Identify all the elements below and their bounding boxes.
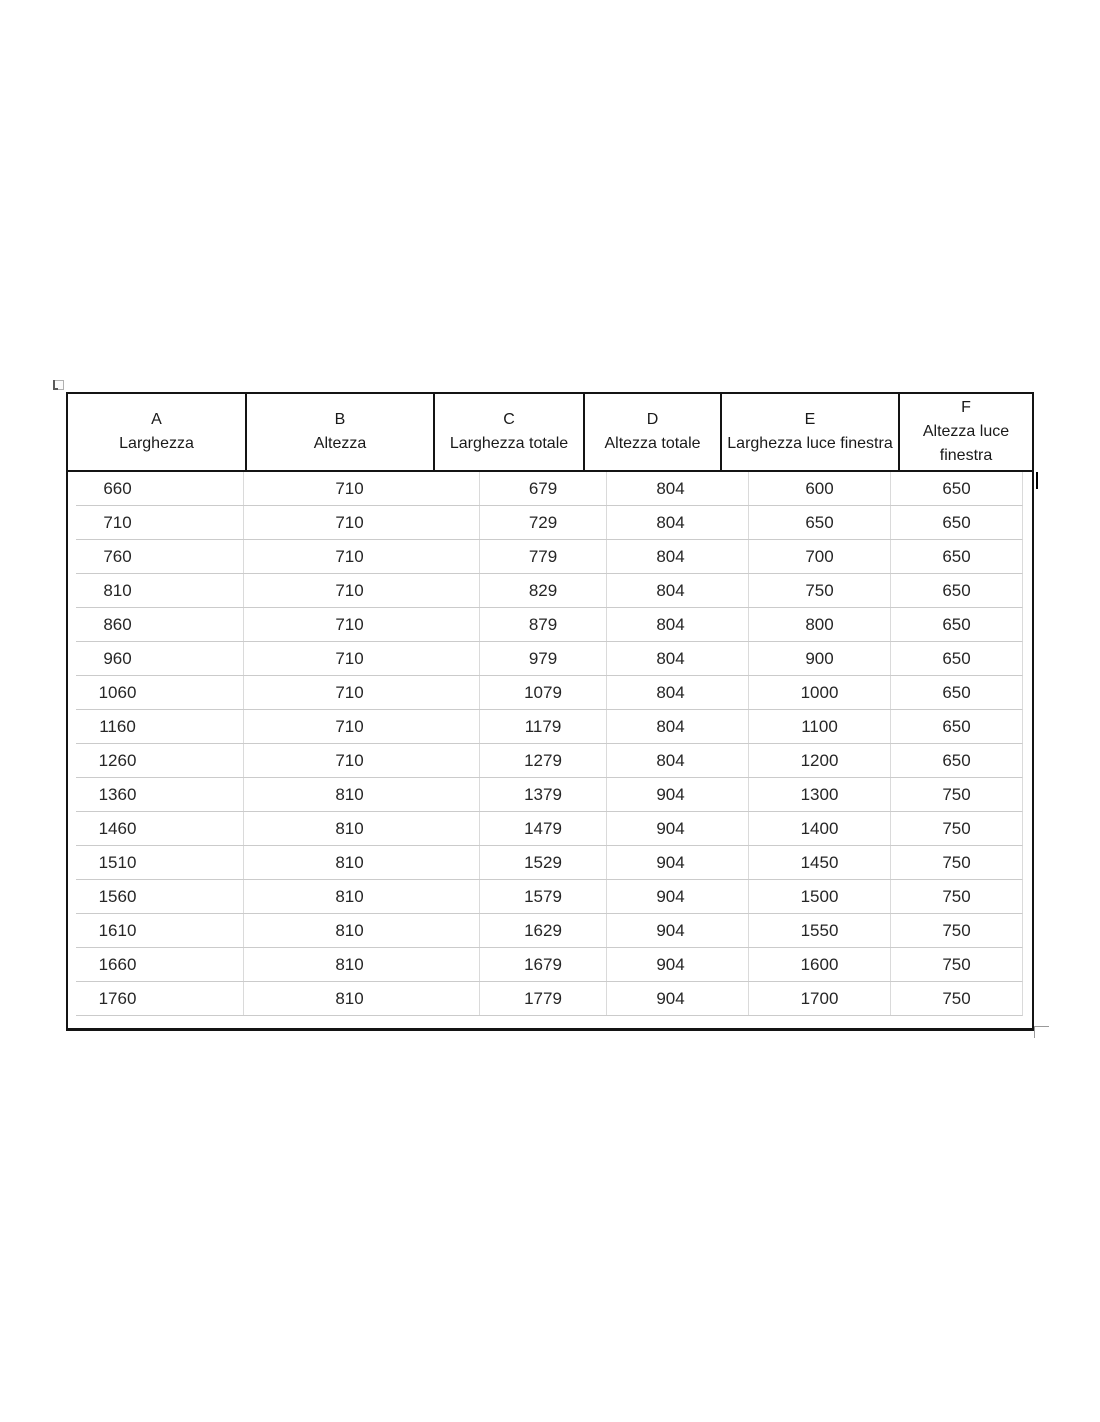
table-cell: 804 xyxy=(606,710,748,743)
table-cell: 1479 xyxy=(479,812,606,845)
header-cell-f xyxy=(898,394,1032,470)
table-row xyxy=(76,880,1023,914)
table-cell: 804 xyxy=(606,642,748,675)
table-cell: 904 xyxy=(606,778,748,811)
table-body xyxy=(76,472,1023,1028)
table-cell: 1279 xyxy=(479,744,606,777)
header-cell-d xyxy=(583,394,720,470)
table-cell: 1579 xyxy=(479,880,606,913)
table-cell: 1460 xyxy=(98,818,137,838)
table-row xyxy=(76,744,1023,778)
table-cell: 804 xyxy=(606,540,748,573)
table-cell: 1779 xyxy=(479,982,606,1015)
table-cell: 900 xyxy=(748,642,890,675)
table-cell: 750 xyxy=(890,812,1022,845)
table-cell: 1379 xyxy=(479,778,606,811)
table-row xyxy=(76,710,1023,744)
table-cell: 750 xyxy=(890,880,1022,913)
table-cell: 1500 xyxy=(748,880,890,913)
table-cell: 1179 xyxy=(479,710,606,743)
table-cell: 1660 xyxy=(98,954,137,974)
table-cell: 750 xyxy=(890,778,1022,811)
table-cell: 879 xyxy=(479,608,606,641)
table-row xyxy=(76,608,1023,642)
table-cell: 904 xyxy=(606,914,748,947)
resize-corner-icon xyxy=(1034,1026,1049,1038)
table-cell: 750 xyxy=(890,948,1022,981)
column-label: Altezza totale xyxy=(604,435,701,452)
table-cell: 750 xyxy=(890,982,1022,1015)
column-letter: F xyxy=(961,399,971,416)
table-cell: 960 xyxy=(103,648,132,668)
table-cell: 829 xyxy=(479,574,606,607)
header-row xyxy=(68,394,1032,472)
dimensions-table xyxy=(66,392,1034,1031)
table-cell: 650 xyxy=(890,574,1022,607)
column-letter: E xyxy=(804,411,816,428)
table-row xyxy=(76,948,1023,982)
text-cursor-artifact xyxy=(1036,472,1038,489)
table-cell: 810 xyxy=(243,812,479,845)
table-cell: 650 xyxy=(890,540,1022,573)
table-cell: 1760 xyxy=(98,988,137,1008)
table-cell: 650 xyxy=(890,676,1022,709)
table-cell: 679 xyxy=(479,472,606,505)
table-cell: 810 xyxy=(243,914,479,947)
table-cell: 710 xyxy=(243,608,479,641)
table-cell: 750 xyxy=(890,914,1022,947)
table-cell: 700 xyxy=(748,540,890,573)
table-cell: 729 xyxy=(479,506,606,539)
table-cell: 710 xyxy=(243,574,479,607)
object-anchor-icon xyxy=(53,380,64,390)
table-row xyxy=(76,574,1023,608)
table-row xyxy=(76,982,1023,1016)
table-cell: 804 xyxy=(606,472,748,505)
header-cell-a xyxy=(68,394,245,470)
table-cell: 1560 xyxy=(98,886,137,906)
table-cell: 779 xyxy=(479,540,606,573)
table-cell: 600 xyxy=(748,472,890,505)
table-cell: 804 xyxy=(606,744,748,777)
table-cell: 710 xyxy=(243,676,479,709)
table-cell: 810 xyxy=(243,880,479,913)
table-cell: 710 xyxy=(243,472,479,505)
column-label: Altezza luce finestra xyxy=(922,423,1010,464)
table-cell: 710 xyxy=(243,642,479,675)
table-cell: 1600 xyxy=(748,948,890,981)
column-label: Larghezza luce finestra xyxy=(727,435,893,452)
table-cell: 710 xyxy=(103,512,132,532)
table-cell: 660 xyxy=(103,478,132,498)
table-cell: 1629 xyxy=(479,914,606,947)
table-cell: 650 xyxy=(890,744,1022,777)
table-cell: 1510 xyxy=(98,852,137,872)
header-cell-e xyxy=(720,394,898,470)
table-cell: 804 xyxy=(606,608,748,641)
column-label: Altezza xyxy=(313,435,367,452)
table-cell: 1360 xyxy=(98,784,137,804)
table-cell: 800 xyxy=(748,608,890,641)
table-cell: 650 xyxy=(890,472,1022,505)
table-cell: 804 xyxy=(606,506,748,539)
table-cell: 1700 xyxy=(748,982,890,1015)
column-letter: A xyxy=(151,411,162,428)
table-cell: 1610 xyxy=(98,920,137,940)
table-cell: 904 xyxy=(606,880,748,913)
column-letter: C xyxy=(503,411,515,428)
column-letter: D xyxy=(646,411,659,428)
table-row xyxy=(76,506,1023,540)
column-label: Larghezza totale xyxy=(449,435,569,452)
table-cell: 710 xyxy=(243,710,479,743)
table-cell: 1000 xyxy=(748,676,890,709)
table-cell: 810 xyxy=(243,778,479,811)
table-cell: 710 xyxy=(243,540,479,573)
table-cell: 1529 xyxy=(479,846,606,879)
table-row xyxy=(76,642,1023,676)
header-cell-c xyxy=(433,394,583,470)
table-cell: 904 xyxy=(606,846,748,879)
table-cell: 1300 xyxy=(748,778,890,811)
table-cell: 710 xyxy=(243,744,479,777)
table-cell: 1060 xyxy=(98,682,137,702)
table-cell: 760 xyxy=(103,546,132,566)
table-cell: 1079 xyxy=(479,676,606,709)
table-cell: 650 xyxy=(890,506,1022,539)
table-cell: 1400 xyxy=(748,812,890,845)
table-cell: 804 xyxy=(606,676,748,709)
table-row xyxy=(76,846,1023,880)
table-cell: 979 xyxy=(479,642,606,675)
table-cell: 810 xyxy=(243,982,479,1015)
table-cell: 650 xyxy=(890,608,1022,641)
table-row xyxy=(76,676,1023,710)
table-cell: 650 xyxy=(890,642,1022,675)
table-cell: 1450 xyxy=(748,846,890,879)
table-cell: 810 xyxy=(243,948,479,981)
table-cell: 1679 xyxy=(479,948,606,981)
table-cell: 810 xyxy=(243,846,479,879)
table-cell: 810 xyxy=(103,580,132,600)
table-cell: 1160 xyxy=(99,716,136,736)
table-cell: 750 xyxy=(890,846,1022,879)
table-row xyxy=(76,472,1023,506)
table-cell: 750 xyxy=(748,574,890,607)
table-row xyxy=(76,914,1023,948)
table-cell: 904 xyxy=(606,812,748,845)
table-cell: 650 xyxy=(890,710,1022,743)
table-cell: 1100 xyxy=(748,710,890,743)
table-cell: 650 xyxy=(748,506,890,539)
table-cell: 1260 xyxy=(98,750,137,770)
table-cell: 1200 xyxy=(748,744,890,777)
column-label: Larghezza xyxy=(119,435,194,452)
table-row xyxy=(76,540,1023,574)
table-cell: 804 xyxy=(606,574,748,607)
column-letter: B xyxy=(334,411,346,428)
header-cell-b xyxy=(245,394,433,470)
table-cell: 860 xyxy=(103,614,132,634)
table-cell: 710 xyxy=(243,506,479,539)
table-cell: 904 xyxy=(606,982,748,1015)
table-cell: 904 xyxy=(606,948,748,981)
table-row xyxy=(76,778,1023,812)
table-cell: 1550 xyxy=(748,914,890,947)
table-row xyxy=(76,812,1023,846)
